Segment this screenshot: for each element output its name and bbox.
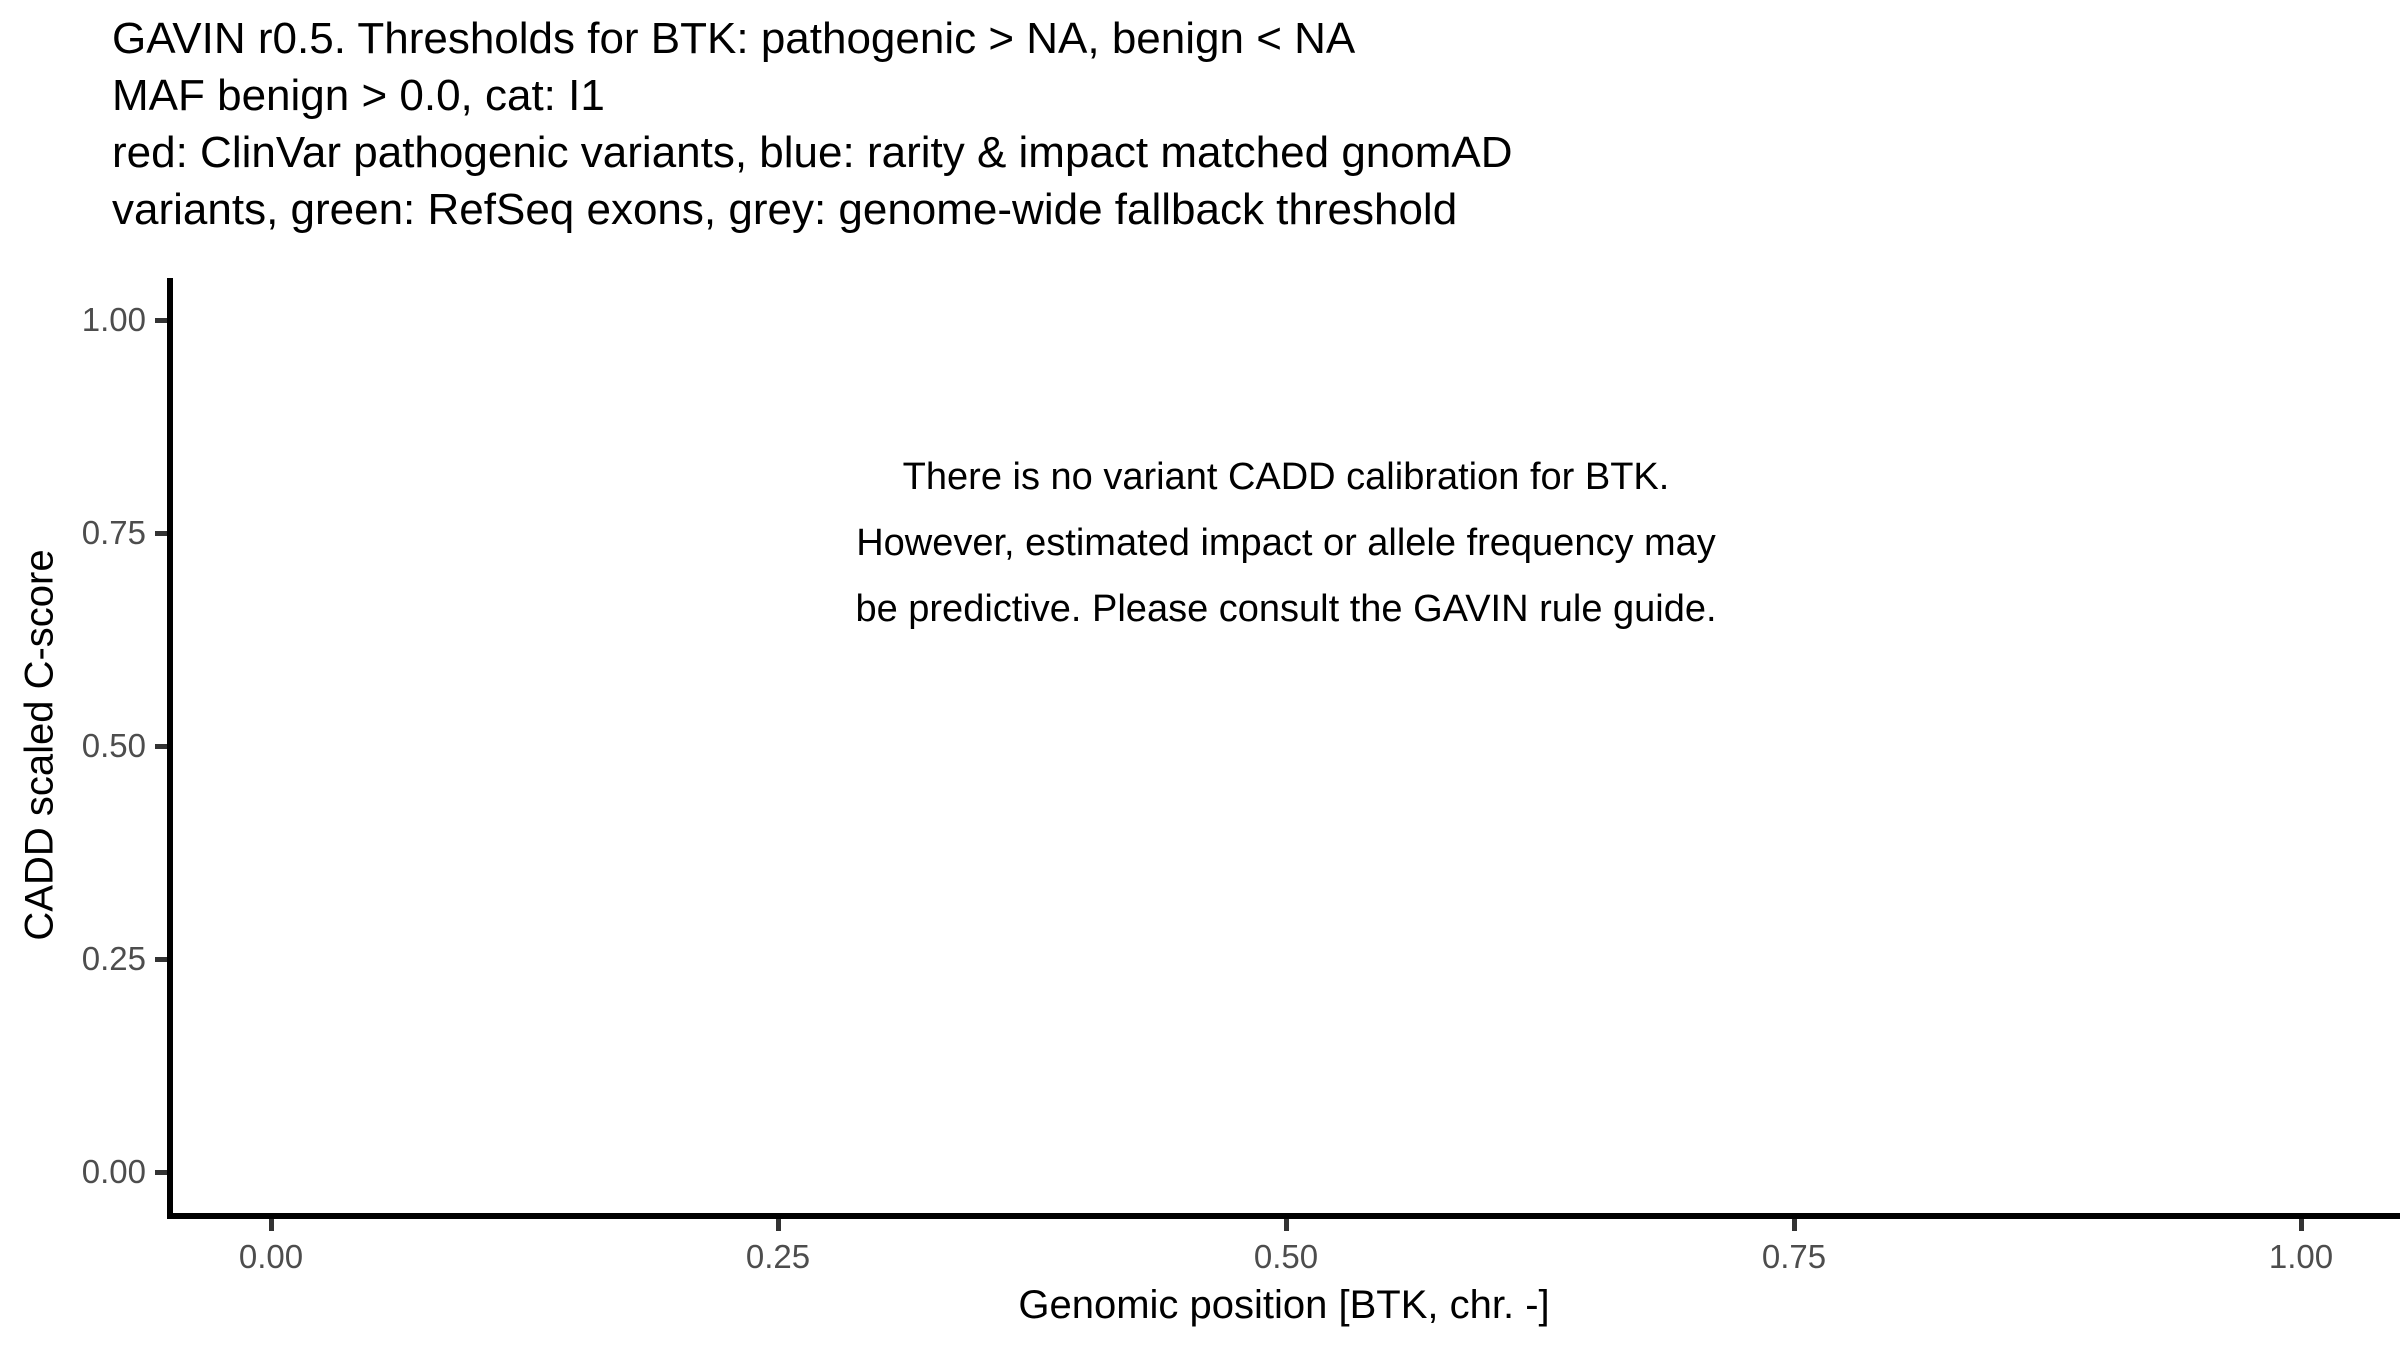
plot-title-line-2: MAF benign > 0.0, cat: I1 xyxy=(112,71,605,120)
x-axis-title: Genomic position [BTK, chr. -] xyxy=(1018,1283,1550,1327)
y-tick-mark xyxy=(155,1170,167,1175)
plot-title-line-4: variants, green: RefSeq exons, grey: genome-wide fallback threshold xyxy=(112,185,1458,234)
x-tick-label: 0.00 xyxy=(238,1238,304,1275)
plot-title-line-3: red: ClinVar pathogenic variants, blue: rarity & impact matched gnomAD xyxy=(112,128,1513,177)
annotation-line-3: be predictive. Please consult the GAVIN rule guide. xyxy=(855,588,1717,630)
y-tick-label: 1.00 xyxy=(81,301,146,338)
y-tick-label: 0.25 xyxy=(81,940,146,977)
y-tick-mark xyxy=(155,957,167,962)
y-tick-label: 0.75 xyxy=(81,514,146,551)
y-axis-line xyxy=(167,278,173,1219)
annotation-line-1: There is no variant CADD calibration for BTK. xyxy=(902,456,1670,498)
annotation-line-2: However, estimated impact or allele frequency may xyxy=(856,522,1716,564)
x-tick-label: 0.75 xyxy=(1761,1238,1827,1275)
x-tick-mark xyxy=(2299,1219,2304,1231)
plot-title-line-1: GAVIN r0.5. Thresholds for BTK: pathogenic > NA, benign < NA xyxy=(112,14,1356,63)
y-tick-label: 0.50 xyxy=(81,727,146,764)
x-tick-mark xyxy=(776,1219,781,1231)
plot-title xyxy=(112,10,1513,238)
y-tick-mark xyxy=(155,531,167,536)
x-tick-mark xyxy=(1284,1219,1289,1231)
x-tick-mark xyxy=(269,1219,274,1231)
y-tick-mark xyxy=(155,744,167,749)
x-tick-label: 0.50 xyxy=(1253,1238,1319,1275)
x-tick-mark xyxy=(1792,1219,1797,1231)
x-tick-label: 1.00 xyxy=(2268,1238,2334,1275)
x-tick-label: 0.25 xyxy=(745,1238,811,1275)
y-tick-mark xyxy=(155,318,167,323)
y-tick-label: 0.00 xyxy=(81,1153,146,1190)
no-calibration-annotation xyxy=(855,444,1716,642)
y-axis-title: CADD scaled C-score xyxy=(17,549,62,941)
